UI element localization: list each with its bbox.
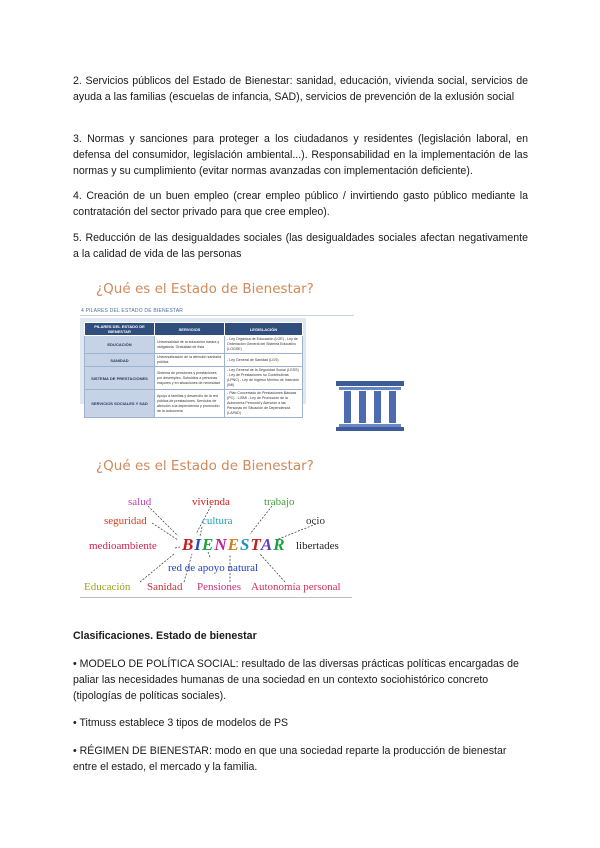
paragraph-norms-sanctions: 3. Normas y sanciones para proteger a los ciudadanos y residentes (legislación laboral, en defensa del consumidor, legislación ambiental...). Responsabilidad en la implementación de las normas y su cumplimiento (evitar normas avanzadas con implementación deficiente).	[73, 133, 528, 177]
word-cultura: cultura	[202, 515, 233, 527]
word-educacion: Educación	[84, 581, 131, 593]
pillars-table	[84, 322, 303, 418]
bullet-regimen-bienestar: • RÉGIMEN DE BIENESTAR: modo en que una sociedad reparte la producción de bienestar entre el estado, el mercado y la familia.	[73, 745, 507, 773]
bullet-titmuss: • Titmuss establece 3 tipos de modelos de PS	[73, 717, 289, 729]
word-vivienda: vivienda	[192, 496, 230, 508]
word-bienestar	[182, 535, 286, 555]
word-pensiones: Pensiones	[197, 581, 241, 593]
services-cell: Apoyo a familias y desarrollo de la red pública de prestaciones. Servicios de atención a la dependencia y promoción de la autonomía	[155, 390, 225, 418]
bienestar-letter: N	[214, 535, 228, 554]
word-red-apoyo: red de apoyo natural	[168, 562, 259, 574]
bienestar-letter: R	[273, 535, 286, 554]
temple-pillars-icon	[336, 381, 404, 431]
paragraph-employment: 4. Creación de un buen empleo (crear empleo público / invirtiendo gasto público mediante la contratación del sector privado para que cree empleo).	[73, 190, 528, 218]
word-autonomia: Autonomía personal	[251, 581, 341, 593]
figure2-title: ¿Qué es el Estado de Bienestar?	[96, 458, 314, 474]
table-row	[85, 354, 303, 367]
bienestar-letter: E	[227, 535, 240, 554]
table-row	[85, 367, 303, 390]
table-row	[85, 336, 303, 354]
word-salud: salud	[128, 496, 152, 508]
legislation-cell: - Ley General de la Seguridad Social (LGSS) - Ley de Prestaciones no Contributivas (LPNC) - Ley de Ingreso Mínimo de Inserción (IMI)	[225, 367, 303, 390]
services-cell: Sistema de pensiones y prestaciones por desempleo. Subsidios a personas mayores y en situaciones de necesidad	[155, 367, 225, 390]
word-ocio: ocio	[306, 515, 325, 527]
table-header-services: SERVICIOS	[155, 323, 225, 336]
bienestar-letter: B	[182, 535, 195, 554]
word-trabajo: trabajo	[264, 496, 295, 508]
figure2-divider	[80, 597, 352, 598]
section-heading: Clasificaciones. Estado de bienestar	[73, 630, 257, 642]
table-header-pillars: PILARES DEL ESTADO DE BIENESTAR	[85, 323, 155, 336]
bienestar-letter: T	[250, 535, 261, 554]
word-libertades: libertades	[296, 540, 339, 552]
bienestar-letter: E	[201, 535, 215, 554]
services-cell: Universalización de la atención sanitaria pública	[155, 354, 225, 367]
figure1-caption: 4 PILARES DEL ESTADO DE BIENESTAR	[81, 308, 184, 314]
table-header-legislation: LEGISLACIÓN	[225, 323, 303, 336]
paragraph-public-services: 2. Servicios públicos del Estado de Bienestar: sanidad, educación, vivienda social, servicios de ayuda a las familias (escuelas de infancia, SAD), servicios de prevención de la exlusión social	[73, 75, 528, 103]
pillar-cell: SERVICIOS SOCIALES Y SAD	[85, 390, 155, 418]
bienestar-letter: S	[239, 535, 251, 554]
word-sanidad: Sanidad	[147, 581, 183, 593]
pillar-cell: EDUCACIÓN	[85, 336, 155, 354]
pillar-cell: SANIDAD	[85, 354, 155, 367]
bienestar-letter: A	[260, 535, 274, 554]
services-cell: Universalidad de la educación básica y obligatoria. Gratuidad de ésta	[155, 336, 225, 354]
word-medioambiente: medioambiente	[89, 540, 157, 552]
word-seguridad: seguridad	[104, 515, 147, 527]
paragraph-inequality: 5. Reducción de las desigualdades sociales (las desigualdades sociales afectan negativamente a la calidad de vida de las personas	[73, 232, 528, 260]
table-row	[85, 390, 303, 418]
pillar-cell: SISTEMA DE PRESTACIONES	[85, 367, 155, 390]
legislation-cell: - Plan Concertado de Prestaciones Básicas (PC) - LISMI - Ley de Promoción de la Autonomía Personal y Atención a las Personas en Situación de Dependencia (LAPAD)	[225, 390, 303, 418]
legislation-cell: - Ley Orgánica de Educación (LOE) - Ley de Ordenación General del Sistema Educativo (LOGSE)	[225, 336, 303, 354]
bullet-modelo-politica-social: • MODELO DE POLÍTICA SOCIAL: resultado de las diversas prácticas políticas encargadas de paliar las necesidades humanas de una sociedad en un contexto sociohistórico concreto (tipologías de políticas sociales).	[73, 658, 519, 702]
table-header-row	[85, 323, 303, 336]
figure1-divider	[80, 315, 354, 316]
bienestar-letter: I	[194, 535, 202, 554]
legislation-cell: - Ley General de Sanidad (LGS)	[225, 354, 303, 367]
figure1-title: ¿Qué es el Estado de Bienestar?	[96, 281, 314, 297]
